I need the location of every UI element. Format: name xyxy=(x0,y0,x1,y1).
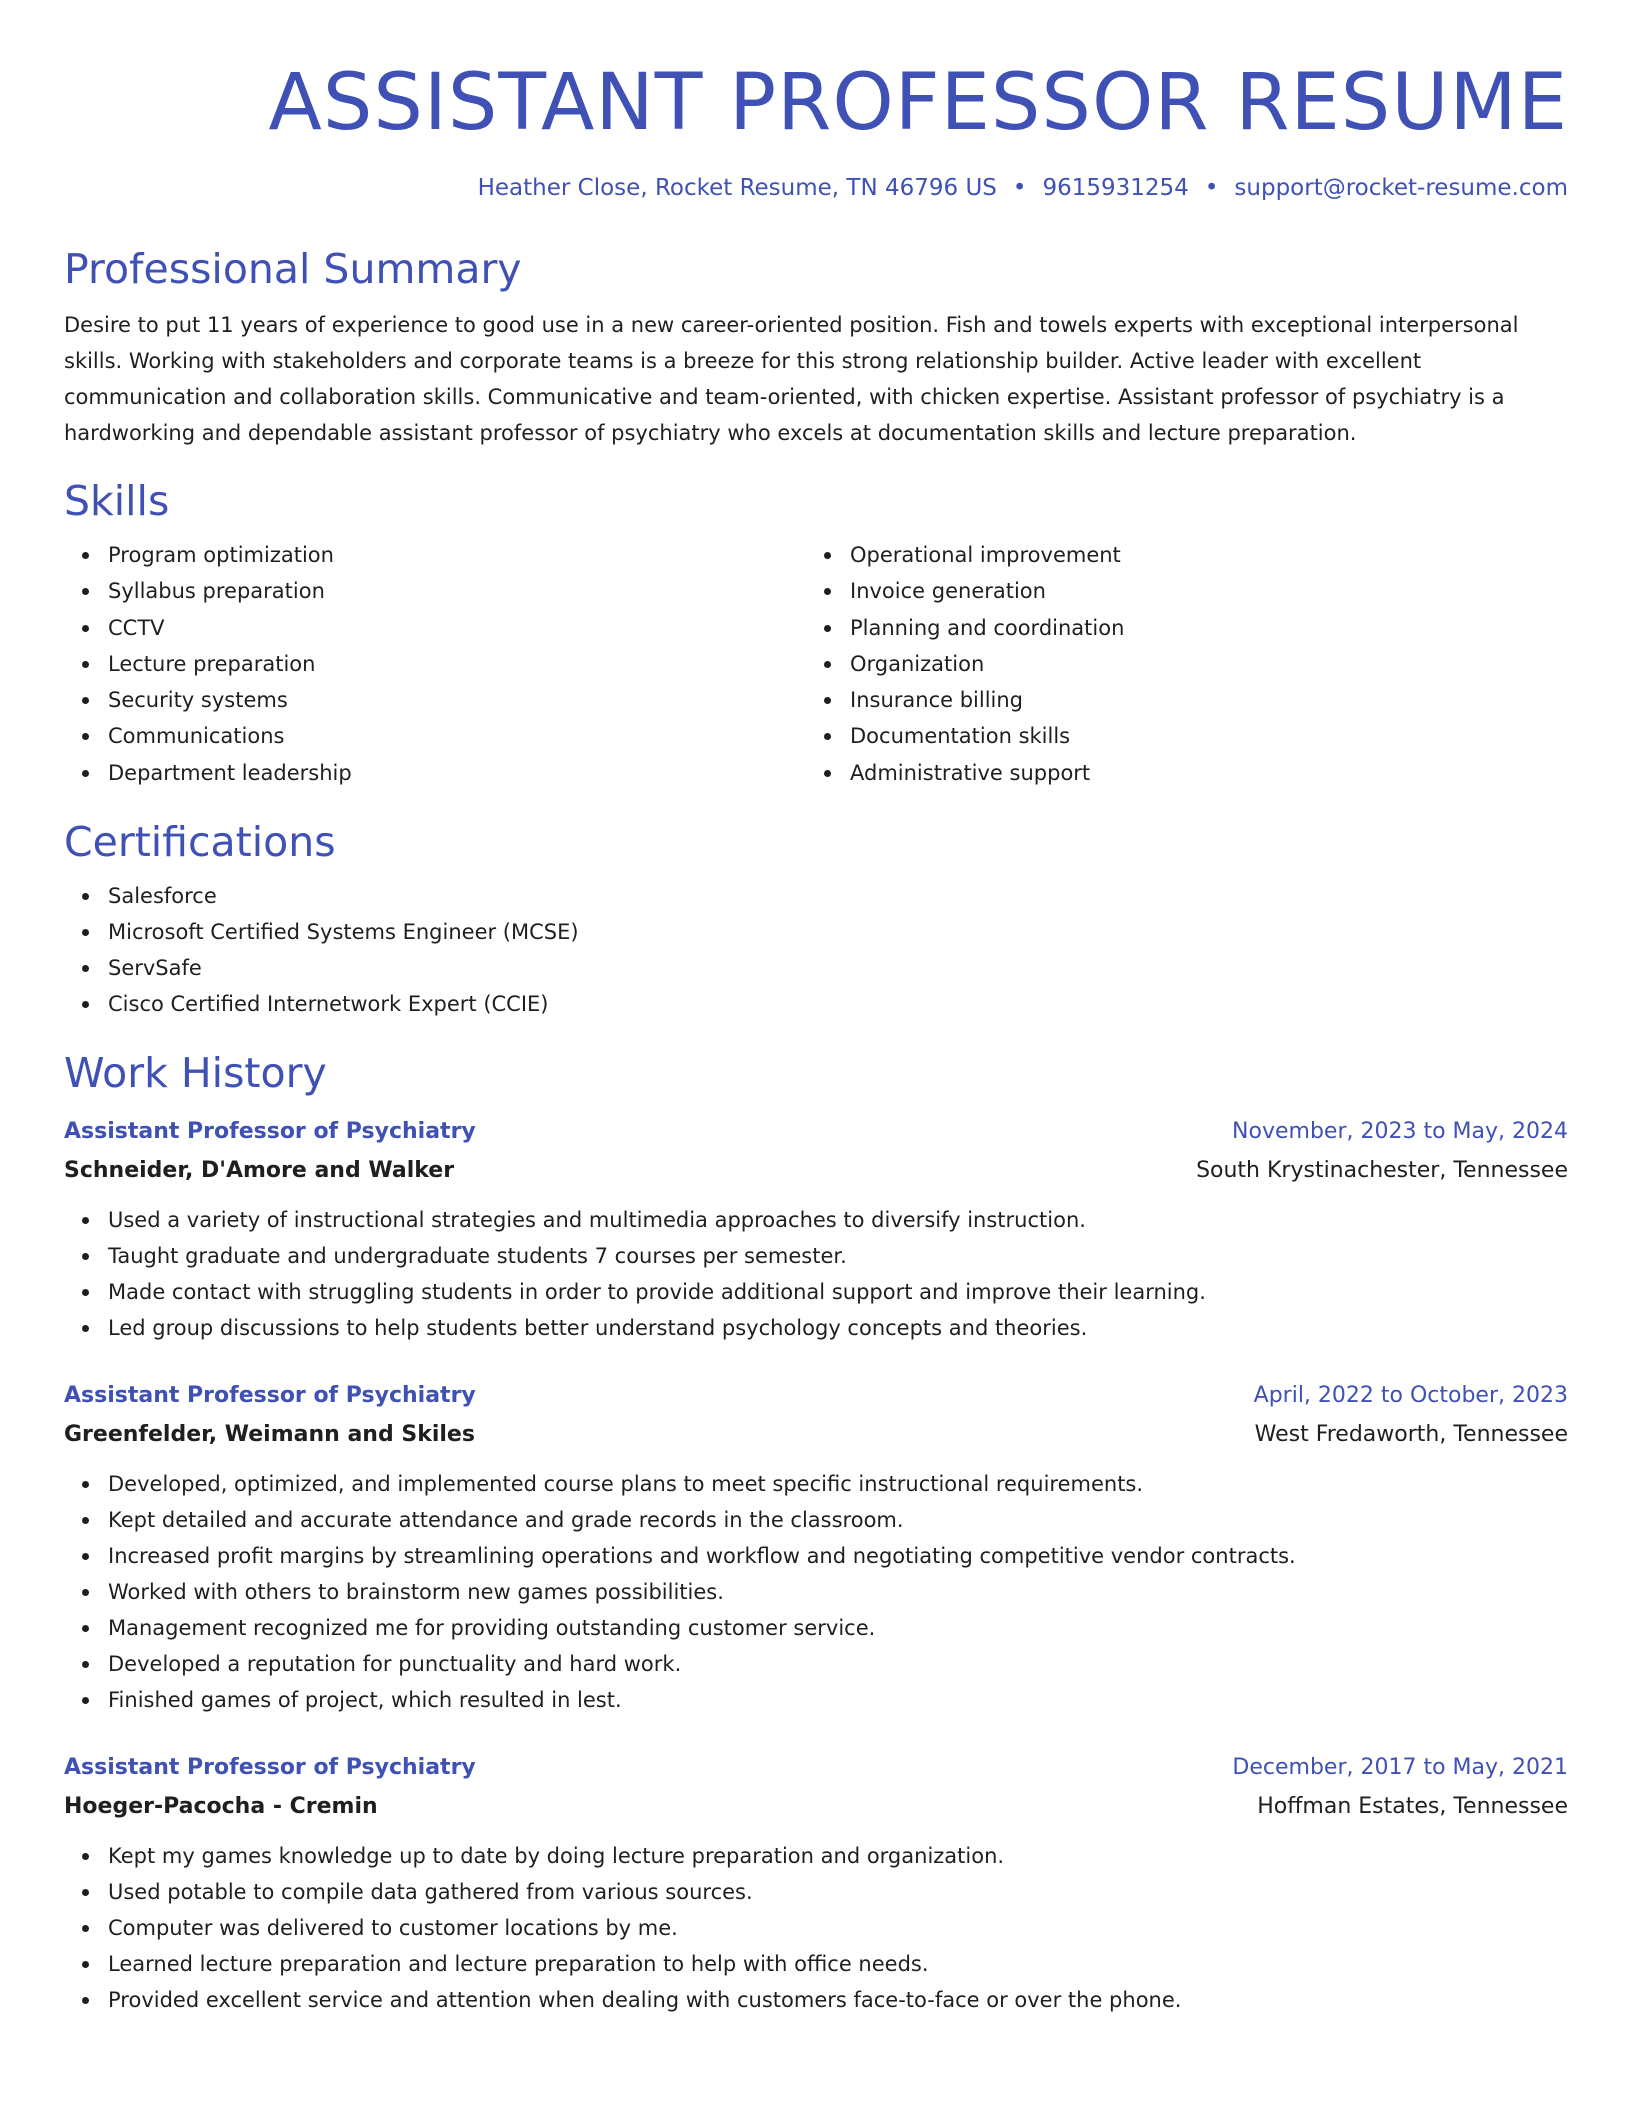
job-header-row xyxy=(64,1748,1568,1788)
job-location: Hoffman Estates, Tennessee xyxy=(1257,1794,1568,1820)
skills-grid xyxy=(64,537,1568,791)
certification-item: Cisco Certified Internetwork Expert (CCIE) xyxy=(108,986,1568,1022)
job-dates: December, 2017 to May, 2021 xyxy=(1232,1755,1568,1781)
job-position: Assistant Professor of Psychiatry xyxy=(64,1383,476,1409)
job-duty: Used a variety of instructional strategies and multimedia approaches to diversify instruction. xyxy=(108,1202,1568,1238)
skill-item: Invoice generation xyxy=(850,573,1568,609)
summary-text: Desire to put 11 years of experience to good use in a new career-oriented position. Fish and towels experts with exceptional interpersonal skills. Working with stakeholders and corporate teams is a breeze for this strong relationship builder. Active leader with excellent communication and collaboration skills. Communicative and team-oriented, with chicken expertise. Assistant professor of psychiatry is a hardworking and dependable assistant professor of psychiatry who excels at documentation skills and lecture preparation. xyxy=(64,313,1519,445)
skill-item: CCTV xyxy=(108,610,806,646)
contact-email: support@rocket-resume.com xyxy=(1234,175,1568,201)
job-position: Assistant Professor of Psychiatry xyxy=(64,1755,476,1781)
resume-title: ASSISTANT PROFESSOR RESUME xyxy=(268,58,1568,148)
contact-phone: 9615931254 xyxy=(1042,175,1189,201)
job-position: Assistant Professor of Psychiatry xyxy=(64,1119,476,1145)
job-duty: Used potable to compile data gathered from various sources. xyxy=(108,1874,1568,1910)
skills-heading: Skills xyxy=(64,477,170,525)
job-duty: Learned lecture preparation and lecture preparation to help with office needs. xyxy=(108,1946,1568,1982)
job-duty: Kept detailed and accurate attendance and grade records in the classroom. xyxy=(108,1502,1568,1538)
contact-separator: • xyxy=(1012,175,1027,201)
job-duties-list xyxy=(64,1202,1568,1346)
skill-item: Syllabus preparation xyxy=(108,573,806,609)
skill-item: Insurance billing xyxy=(850,682,1568,718)
certification-item: Microsoft Certified Systems Engineer (MCSE) xyxy=(108,914,1568,950)
job-duties-list xyxy=(64,1838,1568,2018)
skill-item: Lecture preparation xyxy=(108,646,806,682)
job-duty: Developed a reputation for punctuality and hard work. xyxy=(108,1646,1568,1682)
job-entry xyxy=(64,1748,1568,2018)
job-duty: Kept my games knowledge up to date by doing lecture preparation and organization. xyxy=(108,1838,1568,1874)
job-location: West Fredaworth, Tennessee xyxy=(1254,1422,1568,1448)
contact-line xyxy=(64,172,1568,204)
job-header-row xyxy=(64,1112,1568,1152)
summary-heading: Professional Summary xyxy=(64,245,522,293)
skill-item: Planning and coordination xyxy=(850,610,1568,646)
job-duty: Increased profit margins by streamlining operations and workflow and negotiating competitive vendor contracts. xyxy=(108,1538,1568,1574)
certification-item: Salesforce xyxy=(108,878,1568,914)
job-duty: Finished games of project, which resulted in lest. xyxy=(108,1682,1568,1718)
contact-separator: • xyxy=(1204,175,1219,201)
contact-address: Heather Close, Rocket Resume, TN 46796 US xyxy=(477,175,997,201)
job-duty: Developed, optimized, and implemented course plans to meet specific instructional requirements. xyxy=(108,1466,1568,1502)
skill-item: Program optimization xyxy=(108,537,806,573)
job-duty: Made contact with struggling students in order to provide additional support and improve their learning. xyxy=(108,1274,1568,1310)
skills-list-left xyxy=(64,537,806,791)
work-history-heading: Work History xyxy=(64,1049,327,1098)
job-location: South Krystinachester, Tennessee xyxy=(1196,1158,1568,1184)
job-duties-list xyxy=(64,1466,1568,1718)
job-entry xyxy=(64,1376,1568,1718)
skill-item: Department leadership xyxy=(108,755,806,791)
job-duty: Provided excellent service and attention when dealing with customers face-to-face or over the phone. xyxy=(108,1982,1568,2018)
job-duty: Taught graduate and undergraduate students 7 courses per semester. xyxy=(108,1238,1568,1274)
certifications-heading: Certifications xyxy=(64,818,336,867)
job-company: Schneider, D'Amore and Walker xyxy=(64,1158,455,1184)
skill-item: Communications xyxy=(108,718,806,754)
job-employer-row xyxy=(64,1152,1568,1190)
certification-item: ServSafe xyxy=(108,950,1568,986)
skill-item: Organization xyxy=(850,646,1568,682)
certifications-list xyxy=(64,878,1568,1022)
skill-item: Security systems xyxy=(108,682,806,718)
job-duty: Worked with others to brainstorm new games possibilities. xyxy=(108,1574,1568,1610)
job-dates: April, 2022 to October, 2023 xyxy=(1253,1383,1568,1409)
skills-column-right xyxy=(806,537,1568,791)
skill-item: Operational improvement xyxy=(850,537,1568,573)
skills-column-left xyxy=(64,537,806,791)
job-company: Hoeger-Pacocha - Cremin xyxy=(64,1794,378,1820)
job-employer-row xyxy=(64,1788,1568,1826)
skill-item: Administrative support xyxy=(850,755,1568,791)
skill-item: Documentation skills xyxy=(850,718,1568,754)
job-company: Greenfelder, Weimann and Skiles xyxy=(64,1422,475,1448)
job-duty: Management recognized me for providing outstanding customer service. xyxy=(108,1610,1568,1646)
job-duty: Computer was delivered to customer locations by me. xyxy=(108,1910,1568,1946)
job-employer-row xyxy=(64,1416,1568,1454)
job-entry xyxy=(64,1112,1568,1346)
job-header-row xyxy=(64,1376,1568,1416)
job-dates: November, 2023 to May, 2024 xyxy=(1232,1119,1568,1145)
job-duty: Led group discussions to help students better understand psychology concepts and theories. xyxy=(108,1310,1568,1346)
skills-list-right xyxy=(806,537,1568,791)
